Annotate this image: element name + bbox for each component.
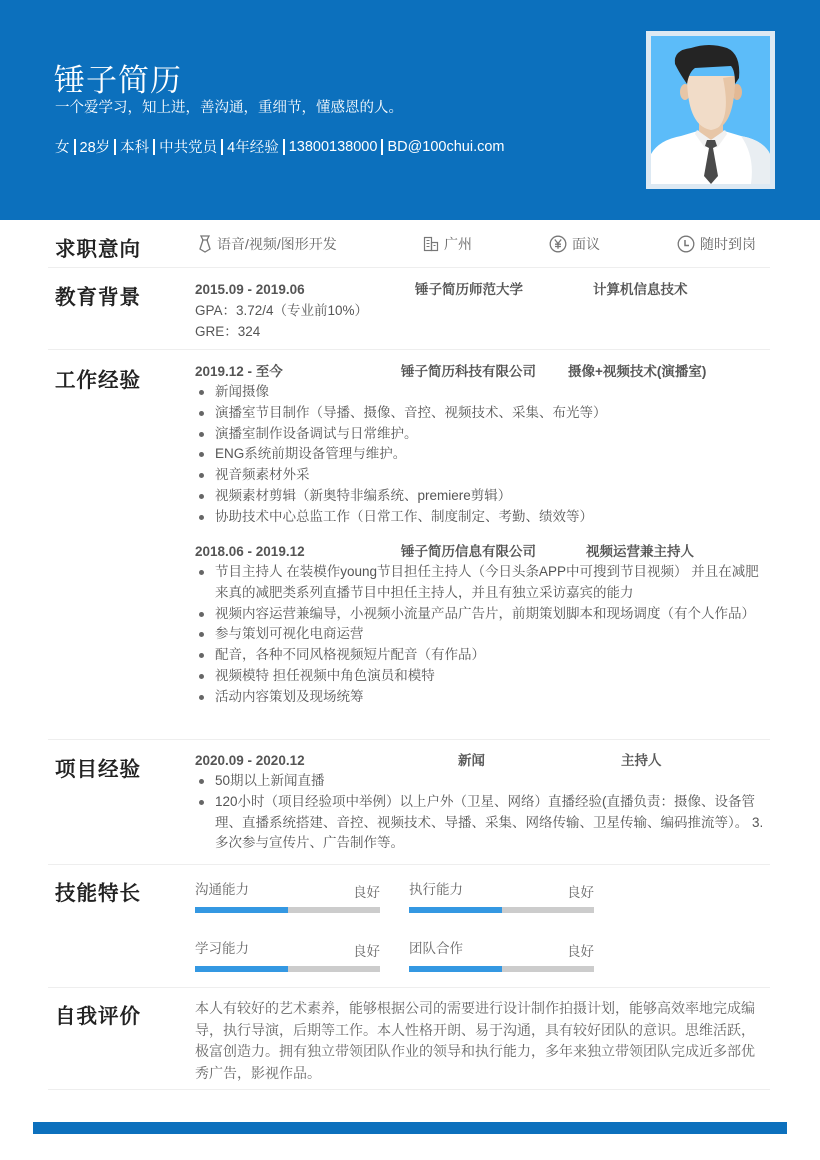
company-name: 锤子简历科技有限公司: [401, 364, 536, 379]
footer-bar: [33, 1122, 787, 1134]
job-position: 摄像+视频技术(演播室): [568, 364, 707, 379]
yen-icon: [549, 235, 567, 253]
education-period: 2015.09 - 2019.06: [195, 282, 305, 297]
job-period: 2019.12 - 至今: [195, 364, 283, 379]
list-item: ENG系统前期设备管理与维护。: [195, 444, 765, 465]
skill-level: 良好: [567, 944, 594, 959]
section-project-experience: [48, 740, 770, 865]
intention-salary: 面议: [549, 234, 600, 254]
person-avatar-icon: [651, 36, 770, 184]
skill-level: 良好: [353, 944, 380, 959]
info-phone: 13800138000: [288, 138, 378, 155]
intention-city: 广州: [423, 234, 472, 254]
skill-progress-bar: [195, 966, 380, 972]
skill-name: 团队合作: [409, 941, 463, 956]
info-gender: 女: [55, 140, 70, 156]
list-item: 视频模特 担任视频中角色演员和模特: [195, 666, 765, 687]
skill-name: 沟通能力: [195, 882, 249, 897]
project-name: 新闻: [458, 753, 485, 768]
info-experience: 4年经验: [227, 140, 279, 156]
skill-level: 良好: [353, 885, 380, 900]
basic-info: [55, 136, 505, 157]
list-item: 120小时（项目经验项中举例）以上户外（卫星、网络）直播经验(直播负责：摄像、设备管理、直播系统搭建、音控、视频技术、导播、采集、网络传输、卫星传输、编码推流等）。 3.多次参与宣传片、广告制作等。: [195, 792, 765, 854]
job-duties: [195, 562, 765, 708]
skill-progress-fill: [409, 907, 502, 913]
self-evaluation-text: 本人有较好的艺术素养，能够根据公司的需要进行设计制作拍摄计划，能够高效率地完成编导，执行导演，后期等工作。本人性格开朗、易于沟通，具有较好团队的意识。思维活跃，极富创造力。拥有独立带领团队作业的领导和执行能力，多年来独立带领团队完成近多部优秀广告，影视作品。: [195, 1000, 755, 1081]
list-item: 活动内容策划及现场统筹: [195, 687, 765, 708]
list-item: 50期以上新闻直播: [195, 771, 765, 792]
divider: [74, 139, 76, 155]
divider: [381, 139, 383, 155]
divider: [283, 139, 285, 155]
skill-progress-fill: [409, 966, 502, 972]
clock-icon: [677, 235, 695, 253]
info-degree: 本科: [120, 140, 150, 156]
skill-name: 执行能力: [409, 882, 463, 897]
list-item: 演播室节目制作（导播、摄像、音控、视频技术、采集、布光等）: [195, 403, 765, 424]
divider: [153, 139, 155, 155]
company-name: 锤子简历信息有限公司: [401, 544, 536, 559]
school-name: 锤子简历师范大学: [415, 282, 523, 297]
skill-progress-fill: [195, 966, 288, 972]
intention-position: 语音/视频/图形开发: [198, 234, 337, 254]
skill-name: 学习能力: [195, 941, 249, 956]
job-period: 2018.06 - 2019.12: [195, 544, 305, 559]
section-education: [48, 268, 770, 350]
section-title: 技能特长: [55, 882, 141, 905]
skill-progress-bar: [409, 966, 594, 972]
section-title: 自我评价: [55, 1005, 141, 1028]
job-duties: [195, 382, 765, 528]
list-item: 参与策划可视化电商运营: [195, 624, 765, 645]
list-item: 视频内容运营兼编导，小视频小流量产品广告片，前期策划脚本和现场调度（有个人作品）: [195, 604, 765, 625]
candidate-name: 锤子简历: [54, 63, 182, 98]
section-job-intention: [48, 222, 770, 268]
section-title: 求职意向: [55, 238, 141, 261]
section-work-experience: [48, 350, 770, 740]
divider: [114, 139, 116, 155]
list-item: 协助技术中心总监工作（日常工作、制度制定、考勤、绩效等）: [195, 507, 765, 528]
skill-progress-fill: [195, 907, 288, 913]
section-title: 教育背景: [55, 286, 141, 309]
list-item: 新闻摄像: [195, 382, 765, 403]
project-role: 主持人: [621, 753, 662, 768]
project-period: 2020.09 - 2020.12: [195, 753, 305, 768]
building-icon: [423, 236, 439, 252]
intention-availability: 随时到岗: [677, 234, 756, 254]
resume-header: [0, 0, 820, 220]
motto: 一个爱学习，知上进，善沟通，重细节，懂感恩的人。: [55, 100, 403, 116]
gre-line: GRE：324: [195, 324, 261, 339]
list-item: 演播室制作设备调试与日常维护。: [195, 424, 765, 445]
project-details: [195, 771, 765, 854]
info-political: 中共党员: [159, 140, 218, 156]
list-item: 视音频素材外采: [195, 465, 765, 486]
divider: [221, 139, 223, 155]
info-email: BD@100chui.com: [387, 138, 505, 155]
skill-progress-bar: [409, 907, 594, 913]
info-age: 28岁: [79, 140, 111, 156]
section-skills: [48, 865, 770, 988]
section-self-evaluation: [48, 988, 770, 1090]
job-entry: [195, 361, 765, 528]
tie-icon: [198, 235, 212, 253]
gpa-line: GPA：3.72/4（专业前10%）: [195, 303, 369, 318]
list-item: 节目主持人 在装模作young节目担任主持人（今日头条APP中可搜到节目视频） 并且在减肥来真的减肥类系列直播节目中担任主持人，并且有独立采访嘉宾的能力: [195, 562, 765, 604]
major-name: 计算机信息技术: [593, 282, 688, 297]
list-item: 配音，各种不同风格视频短片配音（有作品）: [195, 645, 765, 666]
job-position: 视频运营兼主持人: [586, 544, 694, 559]
education-entry: [195, 279, 765, 342]
skill-level: 良好: [567, 885, 594, 900]
skill-progress-bar: [195, 907, 380, 913]
list-item: 视频素材剪辑（新奥特非编系统、premiere剪辑）: [195, 486, 765, 507]
section-title: 工作经验: [55, 369, 141, 392]
project-entry: [195, 750, 765, 854]
section-title: 项目经验: [55, 758, 141, 781]
job-entry: [195, 541, 765, 708]
avatar: [646, 31, 775, 189]
